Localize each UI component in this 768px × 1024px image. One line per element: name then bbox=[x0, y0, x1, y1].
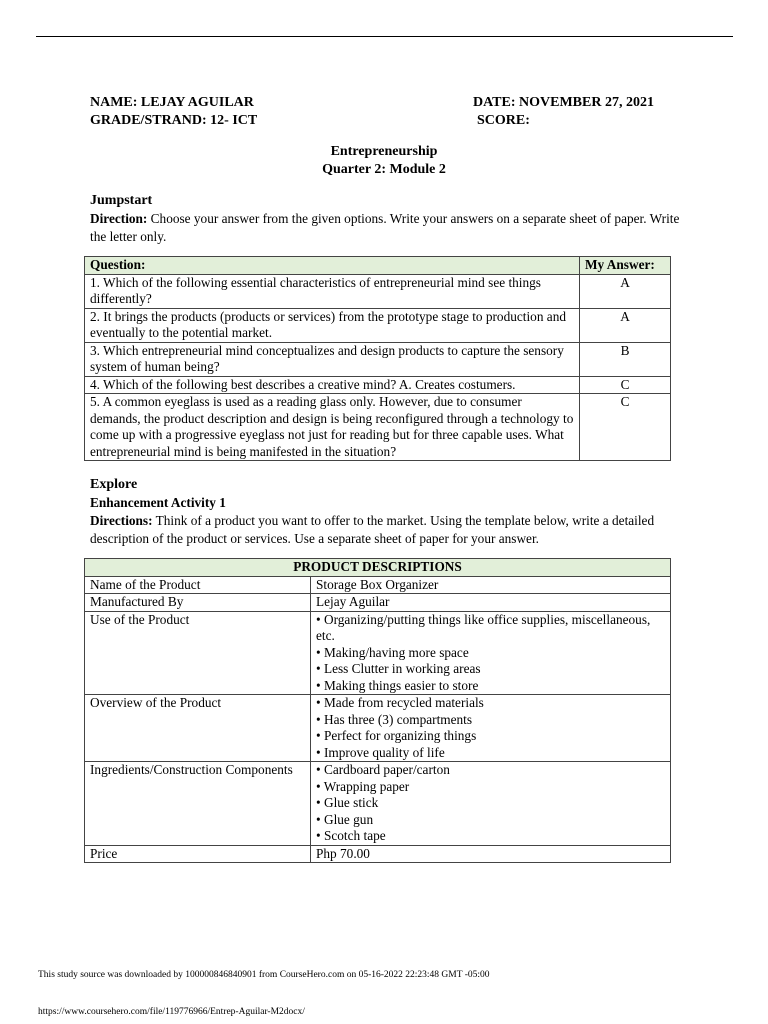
price-value: Php 70.00 bbox=[311, 845, 671, 863]
list-item: • Perfect for organizing things bbox=[316, 728, 477, 743]
manufacturer-value: Lejay Aguilar bbox=[311, 594, 671, 612]
table-row bbox=[85, 695, 671, 762]
table-row bbox=[85, 576, 671, 594]
direction-label: Direction: bbox=[90, 211, 148, 226]
table-row bbox=[85, 762, 671, 846]
list-item: • Wrapping paper bbox=[316, 778, 410, 794]
product-name-label: Name of the Product bbox=[85, 576, 311, 594]
top-rule bbox=[36, 36, 733, 37]
table-row bbox=[85, 342, 671, 376]
directions-label: Directions: bbox=[90, 513, 153, 528]
download-notice: This study source was downloaded by 100000846840901 from CourseHero.com on 05-16-2022 22:23:48 GMT -05:00 bbox=[38, 970, 490, 980]
list-item: • Made from recycled materials bbox=[316, 695, 484, 710]
directions-text: Think of a product you want to offer to the market. Using the template below, write a detailed description of the product or services. Use a separate sheet of paper for your answer. bbox=[90, 513, 655, 546]
answer-cell: C bbox=[580, 376, 671, 394]
overview-list bbox=[311, 695, 671, 762]
date: DATE: NOVEMBER 27, 2021 bbox=[473, 95, 654, 110]
student-name: NAME: LEJAY AGUILAR bbox=[90, 95, 254, 110]
jumpstart-heading: Jumpstart bbox=[90, 193, 153, 208]
list-item: • Making things easier to store bbox=[316, 677, 479, 693]
direction-text: Choose your answer from the given options. Write your answers on a separate sheet of paper. Write the letter only. bbox=[90, 211, 680, 244]
overview-label: Overview of the Product bbox=[85, 695, 311, 762]
answer-cell: A bbox=[580, 308, 671, 342]
table-row bbox=[85, 845, 671, 863]
module-title: Quarter 2: Module 2 bbox=[322, 162, 446, 177]
list-item: • Has three (3) compartments bbox=[316, 711, 473, 727]
question-table bbox=[84, 256, 671, 461]
explore-direction bbox=[90, 512, 680, 548]
list-item: • Scotch tape bbox=[316, 828, 386, 843]
use-list bbox=[311, 611, 671, 695]
answer-cell: A bbox=[580, 274, 671, 308]
table-row bbox=[85, 394, 671, 461]
activity-heading: Enhancement Activity 1 bbox=[90, 495, 226, 510]
product-name-value: Storage Box Organizer bbox=[311, 576, 671, 594]
list-item: • Cardboard paper/carton bbox=[316, 762, 450, 777]
question-column-header: Question: bbox=[85, 257, 580, 275]
question-table-header bbox=[85, 257, 671, 275]
list-item: • Improve quality of life bbox=[316, 744, 445, 760]
jumpstart-direction bbox=[90, 210, 680, 246]
components-list bbox=[311, 762, 671, 846]
answer-cell: C bbox=[580, 394, 671, 461]
explore-heading: Explore bbox=[90, 477, 138, 492]
answer-column-header: My Answer: bbox=[580, 257, 671, 275]
components-label: Ingredients/Construction Components bbox=[85, 762, 311, 846]
table-row bbox=[85, 594, 671, 612]
table-row bbox=[85, 308, 671, 342]
answer-cell: B bbox=[580, 342, 671, 376]
explore-section bbox=[90, 476, 680, 548]
list-item: • Less Clutter in working areas bbox=[316, 661, 481, 676]
document-title bbox=[90, 143, 678, 179]
table-row bbox=[85, 611, 671, 695]
question-text: 1. Which of the following essential characteristics of entrepreneurial mind see things differently? bbox=[85, 274, 580, 308]
question-text: 2. It brings the products (products or services) from the prototype stage to production and eventually to the potential market. bbox=[85, 308, 580, 342]
score: SCORE: bbox=[477, 113, 530, 128]
use-label: Use of the Product bbox=[85, 611, 311, 695]
subject-title: Entrepreneurship bbox=[330, 144, 438, 159]
grade-strand: GRADE/STRAND: 12- ICT bbox=[90, 113, 258, 128]
list-item: • Glue stick bbox=[316, 795, 379, 810]
manufacturer-label: Manufactured By bbox=[85, 594, 311, 612]
list-item: • Making/having more space bbox=[316, 644, 469, 660]
question-text: 5. A common eyeglass is used as a reading glass only. However, due to consumer demands, the product description and design is being reconfigured through a technology to come up with a progressive eyeglass not just for reading but for three capable uses. What entrepreneurial mind is being manifested in the situation? bbox=[85, 394, 580, 461]
price-label: Price bbox=[85, 845, 311, 863]
product-table-header bbox=[85, 559, 671, 577]
table-row bbox=[85, 274, 671, 308]
table-row bbox=[85, 376, 671, 394]
question-text: 3. Which entrepreneurial mind conceptualizes and design products to capture the sensory system of human being? bbox=[85, 342, 580, 376]
question-text: 4. Which of the following best describes a creative mind? A. Creates costumers. bbox=[85, 376, 580, 394]
product-description-table bbox=[84, 558, 671, 863]
product-table-title: PRODUCT DESCRIPTIONS bbox=[85, 559, 671, 577]
list-item: • Organizing/putting things like office supplies, miscellaneous, etc. bbox=[316, 611, 651, 643]
jumpstart-section bbox=[90, 192, 680, 246]
student-header bbox=[90, 94, 680, 130]
source-url-link[interactable]: https://www.coursehero.com/file/119776966/Entrep-Aguilar-M2docx/ bbox=[38, 1007, 305, 1017]
list-item: • Glue gun bbox=[316, 811, 374, 827]
